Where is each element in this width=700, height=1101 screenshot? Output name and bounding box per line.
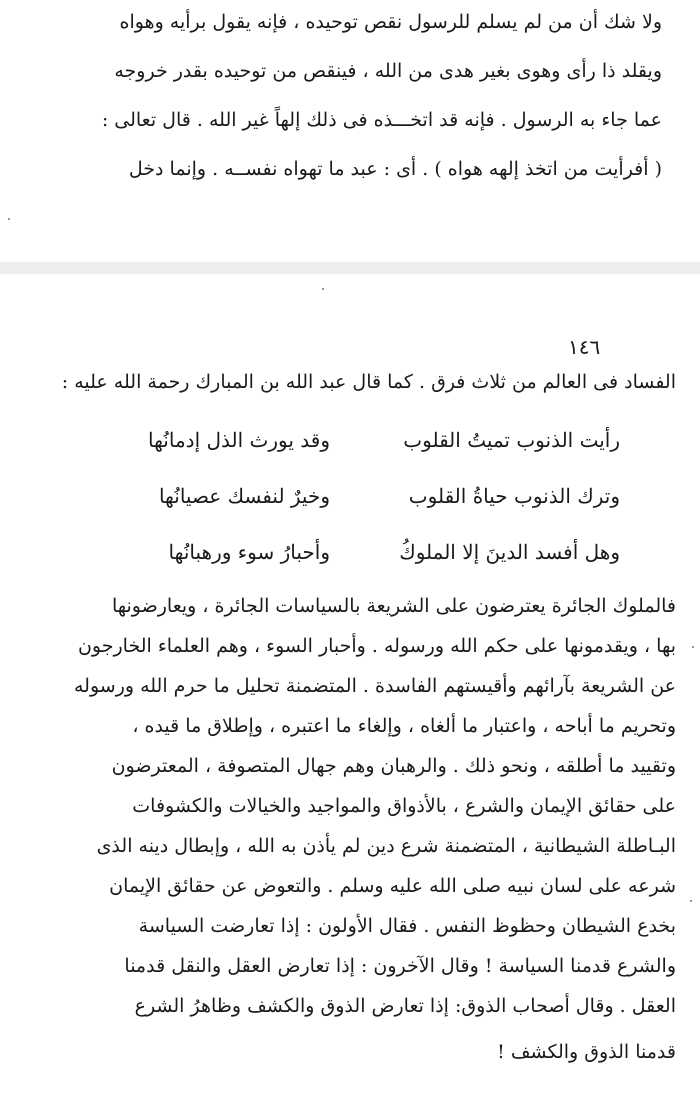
paragraph-line: فالملوك الجائرة يعترضون على الشريعة بالسياسات الجائرة ، ويعارضونها — [111, 595, 676, 617]
page-number: ١٤٦ — [568, 335, 601, 359]
paragraph-line: قدمنا الذوق والكشف ! — [497, 1041, 676, 1063]
verse-first-hemistich: وترك الذنوب حياةُ القلوب — [408, 484, 620, 508]
paragraph-line: عن الشريعة بآرائهم وأقيستهم الفاسدة . المتضمنة تحليل ما حرم الله ورسوله — [73, 675, 676, 697]
text-line: عما جاء به الرسول . فإنه قد اتخـــذه فى ذلك إلهاً غير الله . قال تعالى : — [101, 109, 662, 131]
paragraph-line: على حقائق الإيمان والشرع ، بالأذواق والمواجيد والخيالات والكشوفات — [132, 795, 676, 817]
text-line: ولا شك أن من لم يسلم للرسول نقص توحيده ، فإنه يقول برأيه وهواه — [119, 11, 662, 33]
scan-speck — [8, 218, 10, 220]
verse-second-hemistich: وخيرٌ لنفسك عصيانُها — [158, 484, 330, 508]
verse-second-hemistich: وأحبارُ سوء ورهبانُها — [168, 540, 330, 564]
scan-speck — [692, 646, 694, 648]
paragraph-line: والشرع قدمنا السياسة ! وقال الآخرون : إذا تعارض العقل والنقل قدمنا — [124, 955, 676, 977]
page-separator — [0, 262, 700, 274]
verse-row — [60, 478, 620, 514]
paragraph-line: شرعه على لسان نبيه صلى الله عليه وسلم . والتعوض عن حقائق الإيمان — [109, 875, 676, 897]
verse-second-hemistich: وقد يورث الذل إدمانُها — [147, 428, 330, 452]
verse-first-hemistich: رأيت الذنوب تميتُ القلوب — [403, 428, 620, 452]
paragraph-line: بخدع الشيطان وحظوظ النفس . فقال الأولون : إذا تعارضت السياسة — [138, 915, 676, 937]
scan-speck — [690, 900, 692, 902]
verse-first-hemistich: وهل أفسد الدينَ إلا الملوكُ — [399, 540, 620, 564]
paragraph-line: العقل . وقال أصحاب الذوق: إذا تعارض الذوق والكشف وظاهرُ الشرع — [134, 995, 676, 1017]
text-line: ( أفرأيت من اتخذ إلهه هواه ) . أى : عبد ما تهواه نفســه . وإنما دخل — [128, 158, 662, 180]
paragraph-line: وتقييد ما أطلقه ، ونحو ذلك . والرهبان وهم جهال المتصوفة ، المعترضون — [111, 755, 676, 777]
paragraph-line: بها ، ويقدمونها على حكم الله ورسوله . وأحبار السوء ، وهم العلماء الخارجون — [77, 635, 676, 657]
verse-row — [60, 422, 620, 458]
scan-speck — [322, 288, 324, 290]
intro-line: الفساد فى العالم من ثلاث فرق . كما قال عبد الله بن المبارك رحمة الله عليه : — [61, 371, 676, 393]
paragraph-line: البـاطلة الشيطانية ، المتضمنة شرع دين لم يأذن به الله ، وإبطال دينه الذى — [96, 835, 676, 857]
paragraph-line: وتحريم ما أباحه ، واعتبار ما ألغاه ، وإلغاء ما اعتبره ، وإطلاق ما قيده ، — [132, 715, 676, 737]
verse-row — [60, 534, 620, 570]
text-line: ويقلد ذا رأى وهوى بغير هدى من الله ، فينقص من توحيده بقدر خروجه — [114, 60, 662, 82]
